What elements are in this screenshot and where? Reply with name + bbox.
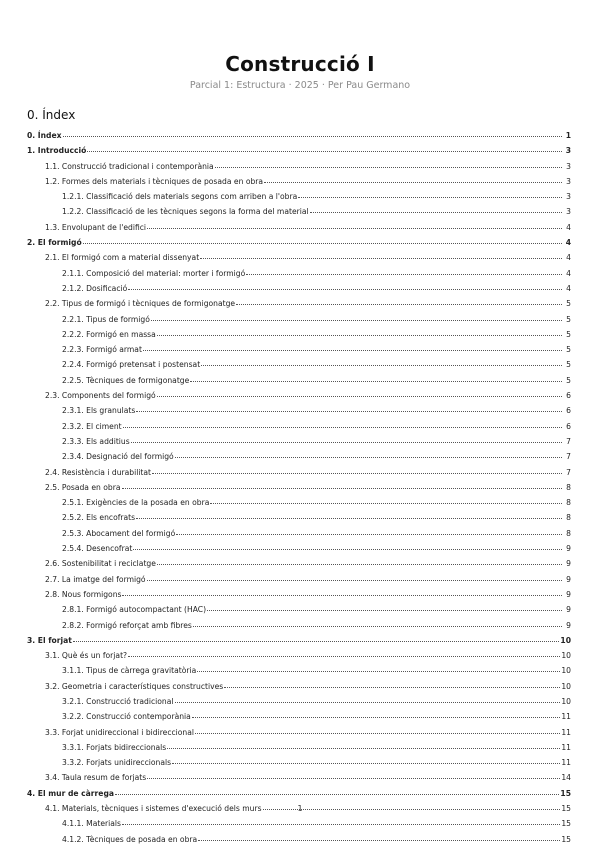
toc-entry[interactable] (27, 480, 571, 495)
toc-entry[interactable] (27, 449, 571, 464)
toc-entry-label: 2.2.2. Formigó en massa (62, 329, 156, 339)
toc-dot-leader (87, 142, 562, 152)
toc-dot-leader (207, 601, 562, 611)
toc-entry-page: 15 (560, 788, 571, 798)
toc-dot-leader (147, 769, 560, 779)
toc-entry-page: 9 (566, 589, 571, 599)
toc-entry[interactable] (27, 174, 571, 189)
toc-entry-page: 5 (566, 375, 571, 385)
toc-entry-page: 5 (566, 360, 571, 370)
toc-entry-label: 4.1.1. Materials (62, 819, 121, 829)
toc-entry-page: 3 (566, 176, 571, 186)
toc-entry-label: 3.1. Què és un forjat? (45, 651, 128, 661)
toc-dot-leader (310, 203, 562, 213)
index-heading: 0. Índex (27, 108, 76, 122)
toc-entry-label: 2.8. Nous formigons (45, 589, 122, 599)
toc-entry[interactable] (27, 618, 571, 633)
toc-entry-label: 2.2.5. Tècniques de formigonatge (62, 375, 190, 385)
document-title: Construcció I (225, 52, 375, 76)
toc-entry-page: 8 (566, 498, 571, 508)
toc-dot-leader (133, 540, 562, 550)
toc-entry-label: 1.2.2. Classificació de les tècniques segons la forma del material (62, 207, 309, 217)
toc-entry[interactable] (27, 388, 571, 403)
toc-entry[interactable] (27, 220, 571, 235)
toc-entry-label: 3.4. Taula resum de forjats (45, 773, 147, 783)
toc-entry-page: 9 (566, 574, 571, 584)
toc-entry-page: 3 (566, 161, 571, 171)
toc-entry[interactable] (27, 740, 571, 755)
toc-entry-label: 2.5. Posada en obra (45, 482, 121, 492)
toc-entry-page: 11 (561, 727, 571, 737)
toc-entry[interactable] (27, 633, 571, 648)
toc-dot-leader (246, 265, 562, 275)
toc-dot-leader (190, 372, 562, 382)
toc-entry-page: 9 (566, 620, 571, 630)
toc-entry-label: 4.1.2. Tècniques de posada en obra (62, 834, 198, 844)
toc-entry-page: 4 (565, 238, 571, 248)
toc-entry-page: 10 (561, 666, 571, 676)
toc-entry-page: 7 (566, 436, 571, 446)
toc-entry[interactable] (27, 526, 571, 541)
toc-entry[interactable] (27, 266, 571, 281)
toc-entry-label: 3.2.2. Construcció contemporània (62, 712, 191, 722)
toc-entry-label: 1.1. Construcció tradicional i contemporània (45, 161, 214, 171)
toc-dot-leader (157, 326, 562, 336)
toc-entry-page: 11 (561, 742, 571, 752)
toc-entry-label: 3. El forjat (27, 635, 72, 645)
toc-entry[interactable] (27, 143, 571, 158)
toc-entry-label: 3.3.2. Forjats unidireccionals (62, 758, 172, 768)
toc-entry-label: 2.5.3. Abocament del formigó (62, 528, 176, 538)
toc-entry-label: 2.2.1. Tipus de formigó (62, 314, 150, 324)
toc-entry-page: 10 (561, 651, 571, 661)
toc-entry-label: 2.2.3. Formigó armat (62, 345, 142, 355)
toc-dot-leader (193, 617, 562, 627)
page-number: 1 (297, 804, 303, 813)
toc-entry[interactable] (27, 189, 571, 204)
toc-dot-leader (192, 708, 561, 718)
toc-entry-page: 3 (566, 207, 571, 217)
toc-dot-leader (147, 571, 562, 581)
toc-entry-label: 2. El formigó (27, 238, 82, 248)
toc-dot-leader (197, 662, 560, 672)
toc-entry-label: 3.1.1. Tipus de càrrega gravitatòria (62, 666, 197, 676)
toc-dot-leader (172, 754, 560, 764)
toc-entry[interactable] (27, 510, 571, 525)
toc-entry[interactable] (27, 204, 571, 219)
toc-entry[interactable] (27, 357, 571, 372)
toc-dot-leader (73, 632, 560, 642)
toc-dot-leader (175, 448, 562, 458)
toc-entry-label: 2.2. Tipus de formigó i tècniques de formigonatge (45, 299, 236, 309)
toc-dot-leader (122, 815, 560, 825)
toc-entry-page: 15 (561, 834, 571, 844)
toc-dot-leader (201, 356, 562, 366)
toc-entry-page: 8 (566, 528, 571, 538)
toc-entry-page: 9 (566, 605, 571, 615)
toc-entry-label: 1.2.1. Classificació dels materials segons com arriben a l'obra (62, 192, 298, 202)
toc-entry[interactable] (27, 159, 571, 174)
toc-dot-leader (215, 158, 562, 168)
document-subtitle: Parcial 1: Estructura · 2025 · Per Pau Germano (189, 80, 411, 91)
toc-entry[interactable] (27, 434, 571, 449)
toc-entry-page: 10 (561, 696, 571, 706)
toc-dot-leader (167, 739, 560, 749)
toc-dot-leader (157, 387, 562, 397)
toc-entry-label: 2.3.1. Els granulats (62, 406, 136, 416)
toc-dot-leader (198, 831, 560, 841)
toc-entry-label: 2.5.1. Exigències de la posada en obra (62, 498, 210, 508)
toc-dot-leader (298, 188, 562, 198)
toc-entry-page: 3 (565, 146, 571, 156)
toc-entry[interactable] (27, 572, 571, 587)
toc-entry-page: 4 (566, 283, 571, 293)
toc-entry[interactable] (27, 832, 571, 847)
toc-dot-leader (115, 785, 559, 795)
toc-entry[interactable] (27, 755, 571, 770)
toc-entry[interactable] (27, 694, 571, 709)
toc-entry-page: 7 (566, 467, 571, 477)
toc-dot-leader (122, 586, 562, 596)
toc-entry-label: 0. Índex (27, 131, 62, 140)
toc-dot-leader (200, 249, 562, 259)
toc-entry[interactable] (27, 725, 571, 740)
toc-entry-label: 2.3.4. Designació del formigó (62, 452, 174, 462)
toc-entry-label: 1.3. Envolupant de l'edifici (45, 222, 147, 232)
toc-entry[interactable] (27, 281, 571, 296)
table-of-contents (27, 128, 571, 847)
toc-entry-page: 5 (566, 314, 571, 324)
toc-entry[interactable] (27, 556, 571, 571)
toc-entry[interactable] (27, 312, 571, 327)
toc-entry-page: 4 (566, 222, 571, 232)
toc-entry[interactable] (27, 786, 571, 801)
toc-dot-leader (264, 173, 562, 183)
toc-dot-leader (143, 341, 562, 351)
toc-dot-leader (123, 418, 562, 428)
toc-entry[interactable] (27, 679, 571, 694)
toc-entry-page: 15 (561, 819, 571, 829)
toc-dot-leader (136, 402, 562, 412)
toc-entry-label: 3.2.1. Construcció tradicional (62, 696, 174, 706)
toc-entry-label: 2.8.1. Formigó autocompactant (HAC) (62, 605, 207, 615)
toc-dot-leader (152, 464, 562, 474)
toc-entry-page: 8 (566, 482, 571, 492)
toc-entry[interactable] (27, 709, 571, 724)
toc-dot-leader (147, 219, 562, 229)
toc-entry-label: 2.2.4. Formigó pretensat i postensat (62, 360, 201, 370)
toc-entry-page: 1 (565, 131, 571, 140)
toc-dot-leader (175, 693, 561, 703)
toc-dot-leader (63, 127, 562, 137)
toc-entry-label: 1.2. Formes dels materials i tècniques de posada en obra (45, 176, 264, 186)
toc-entry[interactable] (27, 250, 571, 265)
toc-entry[interactable] (27, 770, 571, 785)
toc-entry-page: 9 (566, 559, 571, 569)
toc-entry-page: 8 (566, 513, 571, 523)
toc-entry-label: 2.4. Resistència i durabilitat (45, 467, 152, 477)
toc-entry-label: 1. Introducció (27, 146, 87, 156)
toc-entry[interactable] (27, 419, 571, 434)
toc-entry-label: 4.1. Materials, tècniques i sistemes d'execució dels murs (45, 804, 262, 814)
toc-entry-label: 3.2. Geometria i característiques constructives (45, 681, 224, 691)
toc-dot-leader (224, 678, 560, 688)
toc-entry-label: 2.5.2. Els encofrats (62, 513, 136, 523)
toc-dot-leader (128, 647, 560, 657)
toc-entry-page: 6 (566, 406, 571, 416)
toc-dot-leader (210, 494, 562, 504)
toc-dot-leader (131, 433, 562, 443)
toc-entry-page: 10 (561, 681, 571, 691)
toc-entry-label: 2.1.2. Dosificació (62, 283, 128, 293)
toc-dot-leader (195, 724, 560, 734)
toc-entry[interactable] (27, 587, 571, 602)
toc-dot-leader (236, 295, 562, 305)
toc-dot-leader (122, 479, 563, 489)
toc-entry-label: 2.5.4. Desencofrat (62, 544, 133, 554)
toc-entry-label: 4. El mur de càrrega (27, 788, 115, 798)
toc-entry[interactable] (27, 128, 571, 143)
toc-dot-leader (136, 509, 562, 519)
toc-entry-page: 5 (566, 329, 571, 339)
toc-entry[interactable] (27, 342, 571, 357)
toc-entry-page: 4 (566, 253, 571, 263)
toc-entry-label: 3.3.1. Forjats bidireccionals (62, 742, 167, 752)
toc-entry-label: 2.1.1. Composició del material: morter i formigó (62, 268, 246, 278)
toc-entry-page: 6 (566, 391, 571, 401)
toc-entry-page: 5 (566, 299, 571, 309)
toc-entry-page: 11 (561, 712, 571, 722)
toc-dot-leader (157, 555, 562, 565)
toc-entry-label: 2.1. El formigó com a material dissenyat (45, 253, 200, 263)
toc-dot-leader (176, 525, 562, 535)
toc-entry-page: 14 (561, 773, 571, 783)
toc-entry-label: 2.3.3. Els additius (62, 436, 130, 446)
toc-entry[interactable] (27, 602, 571, 617)
toc-entry-page: 5 (566, 345, 571, 355)
toc-entry-page: 7 (566, 452, 571, 462)
toc-dot-leader (151, 311, 562, 321)
toc-entry-page: 15 (561, 804, 571, 814)
toc-entry[interactable] (27, 403, 571, 418)
toc-entry[interactable] (27, 296, 571, 311)
toc-entry[interactable] (27, 235, 571, 250)
toc-entry-label: 2.8.2. Formigó reforçat amb fibres (62, 620, 192, 630)
toc-entry[interactable] (27, 495, 571, 510)
toc-entry-label: 2.6. Sostenibilitat i reciclatge (45, 559, 156, 569)
toc-entry-page: 4 (566, 268, 571, 278)
toc-entry-label: 2.3. Components del formigó (45, 391, 156, 401)
toc-entry[interactable] (27, 648, 571, 663)
toc-entry[interactable] (27, 327, 571, 342)
toc-entry-page: 11 (561, 758, 571, 768)
toc-entry-label: 3.3. Forjat unidireccional i bidireccional (45, 727, 195, 737)
toc-dot-leader (128, 280, 562, 290)
toc-entry-label: 2.7. La imatge del formigó (45, 574, 146, 584)
toc-entry[interactable] (27, 663, 571, 678)
toc-dot-leader (83, 234, 562, 244)
toc-entry[interactable] (27, 373, 571, 388)
toc-entry-label: 2.3.2. El ciment (62, 421, 122, 431)
toc-entry[interactable] (27, 816, 571, 831)
toc-entry-page: 6 (566, 421, 571, 431)
toc-entry-page: 9 (566, 544, 571, 554)
toc-entry-page: 3 (566, 192, 571, 202)
toc-entry-page: 10 (560, 635, 571, 645)
toc-entry[interactable] (27, 465, 571, 480)
toc-entry[interactable] (27, 541, 571, 556)
